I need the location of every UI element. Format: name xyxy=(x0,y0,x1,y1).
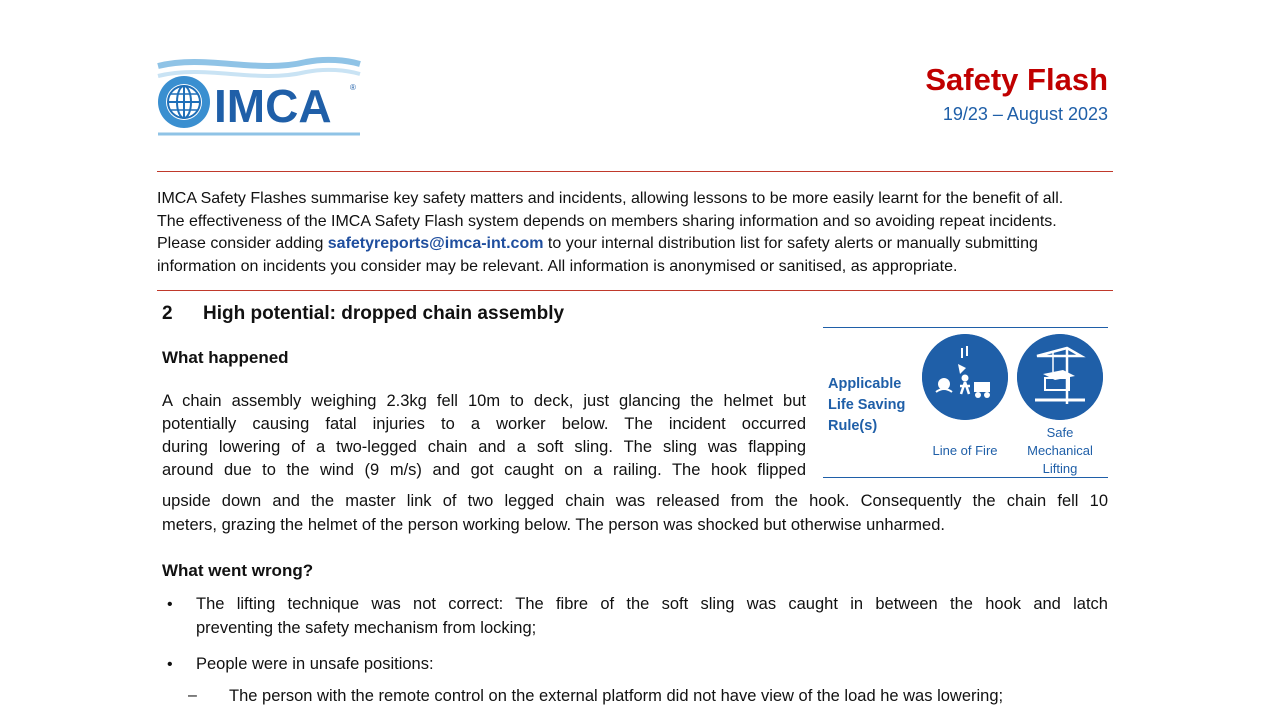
intro-line: IMCA Safety Flashes summarise key safety matters and incidents, allowing lessons to be more easily learnt for the benefit of all. xyxy=(157,190,1064,207)
svg-text:IMCA: IMCA xyxy=(214,80,332,132)
globe-gear-icon xyxy=(158,76,210,128)
dash-icon: – xyxy=(188,687,197,704)
header-divider xyxy=(157,171,1113,172)
section-title: High potential: dropped chain assembly xyxy=(203,303,565,324)
what-went-wrong-heading: What went wrong? xyxy=(162,561,314,580)
intro-divider xyxy=(157,290,1113,291)
bullet-icon: • xyxy=(167,596,173,613)
rules-box-top-border xyxy=(823,327,1108,328)
intro-line xyxy=(157,233,1117,256)
svg-text:®: ® xyxy=(350,83,356,92)
document-title: Safety Flash xyxy=(925,62,1108,97)
paragraph-line: potentially causing fatal injuries to a worker below. The incident occurred xyxy=(162,415,806,433)
caption-line: Safe xyxy=(1046,425,1074,440)
paragraph-line: around due to the wind (9 m/s) and got caught on a railing. The hook flipped xyxy=(162,461,806,479)
paragraph-line: during lowering of a two-legged chain and a soft sling. The sling was flapping xyxy=(162,438,806,456)
intro-paragraph xyxy=(157,188,1117,278)
sub-bullet-text: The person with the remote control on the external platform did not have view of the load he was lowering; xyxy=(229,687,1004,705)
email-link[interactable]: safetyreports@imca-int.com xyxy=(327,235,544,252)
section-number: 2 xyxy=(162,303,173,324)
caption-line: Mechanical xyxy=(1027,443,1093,458)
paragraph-line: meters, grazing the helmet of the person working below. The person was shocked but otherwise unharmed. xyxy=(162,516,945,534)
line-of-fire-icon xyxy=(922,334,1008,420)
line-of-fire-caption: Line of Fire xyxy=(932,443,998,458)
bullet-icon: • xyxy=(167,656,173,673)
intro-line: information on incidents you consider may be relevant. All information is anonymised or sanitised, as appropriate. xyxy=(157,257,958,275)
applicable-rules-label xyxy=(828,374,905,437)
bullet-text: preventing the safety mechanism from locking; xyxy=(196,619,537,637)
bullet-text: The lifting technique was not correct: The fibre of the soft sling was caught in between the hook and latch xyxy=(196,595,1108,613)
intro-text: Please consider adding xyxy=(157,235,328,252)
imca-logo xyxy=(156,56,362,138)
rules-label-line: Applicable xyxy=(828,376,902,392)
intro-text: to your internal distribution list for safety alerts or manually submitting xyxy=(543,235,1038,252)
paragraph-line: upside down and the master link of two legged chain was released from the hook. Consequently the chain fell 10 xyxy=(162,492,1108,510)
caption-line: Lifting xyxy=(1042,461,1078,476)
issue-number-date: 19/23 – August 2023 xyxy=(942,104,1108,124)
rules-label-line: Life Saving xyxy=(828,397,906,413)
paragraph-line: A chain assembly weighing 2.3kg fell 10m to deck, just glancing the helmet but xyxy=(162,392,806,410)
rules-label-line: Rule(s) xyxy=(828,418,878,434)
bullet-text: People were in unsafe positions: xyxy=(196,655,434,673)
safe-mechanical-lifting-caption xyxy=(1017,424,1103,478)
safe-mechanical-lifting-icon xyxy=(1017,334,1103,420)
intro-line: The effectiveness of the IMCA Safety Flash system depends on members sharing information and so avoiding repeat incidents. xyxy=(157,212,1057,230)
what-happened-heading: What happened xyxy=(162,348,289,367)
